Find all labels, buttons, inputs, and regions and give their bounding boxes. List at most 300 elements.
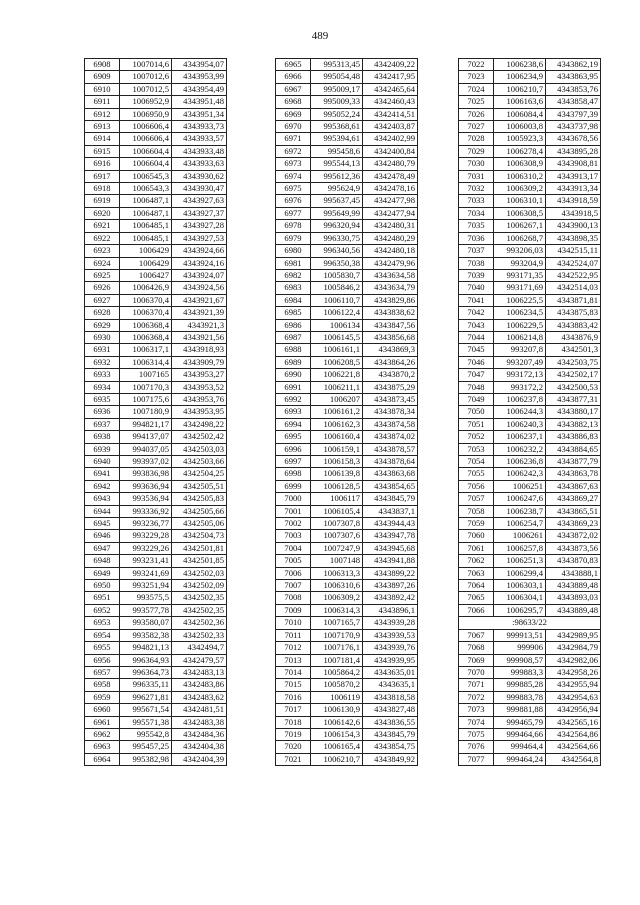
point-number: 6946: [85, 530, 120, 542]
coord-y: 4342481,51: [172, 704, 227, 716]
coord-y: 4342503,66: [172, 456, 227, 468]
point-number: 6967: [276, 83, 311, 95]
table-row: [459, 567, 601, 579]
coord-y: 4343930,62: [172, 170, 227, 182]
point-number: 7073: [459, 704, 494, 716]
point-number: 6924: [85, 257, 120, 269]
coord-y: 4343908,81: [546, 158, 601, 170]
table-row: [276, 170, 418, 182]
point-number: 6977: [276, 207, 311, 219]
coord-y: 4343953,76: [172, 393, 227, 405]
table-row: [276, 555, 418, 567]
coord-x: 1006225,5: [494, 294, 546, 306]
point-number: 6958: [85, 679, 120, 691]
table-row: [276, 294, 418, 306]
coord-x: 996320,94: [311, 220, 363, 232]
table-row: [276, 220, 418, 232]
table-row: [276, 257, 418, 269]
coord-y: 4343874,58: [363, 418, 418, 430]
point-number: 6995: [276, 431, 311, 443]
coord-x: 995571,38: [120, 716, 172, 728]
coord-x: 1007148: [311, 555, 363, 567]
coord-y: 4342989,95: [546, 629, 601, 641]
table-row: [85, 716, 227, 728]
coord-x: 993231,41: [120, 555, 172, 567]
coord-x: 1006232,2: [494, 443, 546, 455]
point-number: 6951: [85, 592, 120, 604]
table-row: [85, 83, 227, 95]
point-number: 6999: [276, 480, 311, 492]
table-row: [276, 604, 418, 616]
point-number: 6988: [276, 344, 311, 356]
point-number: 7037: [459, 245, 494, 257]
coord-y: 4342505,51: [172, 480, 227, 492]
point-number: 7034: [459, 207, 494, 219]
point-number: 6936: [85, 406, 120, 418]
coord-x: 1007170,3: [120, 381, 172, 393]
coord-x: 994821,17: [120, 418, 172, 430]
point-number: 6933: [85, 369, 120, 381]
point-number: 7020: [276, 741, 311, 753]
point-number: 7000: [276, 493, 311, 505]
coord-y: 4343909,79: [172, 356, 227, 368]
coord-y: 4343862,19: [546, 59, 601, 71]
coord-x: 1007170,9: [311, 629, 363, 641]
coord-x: 993172,13: [494, 369, 546, 381]
coord-x: 995054,48: [311, 71, 363, 83]
coord-x: 1007307,8: [311, 518, 363, 530]
point-number: 7036: [459, 232, 494, 244]
coord-x: 995368,61: [311, 121, 363, 133]
coord-y: 4343899,22: [363, 567, 418, 579]
table-row: [459, 468, 601, 480]
table-row: [85, 418, 227, 430]
coord-x: 1006214,8: [494, 331, 546, 343]
coord-x: 995394,61: [311, 133, 363, 145]
table-row: [276, 741, 418, 753]
table-row: [276, 431, 418, 443]
coord-y: 4342480,18: [363, 245, 418, 257]
coord-y: 4343933,48: [172, 145, 227, 157]
point-number: 6972: [276, 145, 311, 157]
table-row: [276, 617, 418, 629]
point-number: 7075: [459, 728, 494, 740]
coord-x: 1006310,2: [494, 170, 546, 182]
coord-x: 1006238,6: [494, 59, 546, 71]
coord-y: 4343939,95: [363, 654, 418, 666]
coord-y: 4342417,95: [363, 71, 418, 83]
table-row: [85, 393, 227, 405]
point-number: 7060: [459, 530, 494, 542]
coord-x: 993171,69: [494, 282, 546, 294]
coord-x: 1006238,7: [494, 505, 546, 517]
point-number: 6914: [85, 133, 120, 145]
point-number: 7029: [459, 145, 494, 157]
point-number: 6935: [85, 393, 120, 405]
table-row: [459, 493, 601, 505]
point-number: 7006: [276, 567, 311, 579]
coord-y: 4342478,49: [363, 170, 418, 182]
table-row: [459, 629, 601, 641]
coord-x: 1006950,9: [120, 108, 172, 120]
point-number: 7063: [459, 567, 494, 579]
cadastral-separator: :98633/22: [459, 617, 601, 629]
coord-y: 4343863,95: [546, 71, 601, 83]
coord-x: 1006254,7: [494, 518, 546, 530]
coord-y: 4343895,28: [546, 145, 601, 157]
point-number: 7018: [276, 716, 311, 728]
point-number: 7069: [459, 654, 494, 666]
coord-x: 995052,24: [311, 108, 363, 120]
table-row: [85, 257, 227, 269]
coord-x: 1006003,8: [494, 121, 546, 133]
coord-y: 4342483,86: [172, 679, 227, 691]
table-row: [276, 158, 418, 170]
coord-x: 999465,79: [494, 716, 546, 728]
coord-x: 993577,78: [120, 604, 172, 616]
coord-x: 994821,13: [120, 642, 172, 654]
coord-x: 993582,38: [120, 629, 172, 641]
coord-y: 4343871,81: [546, 294, 601, 306]
coord-y: 4343951,48: [172, 96, 227, 108]
table-row: [459, 728, 601, 740]
coord-y: 4343854,75: [363, 741, 418, 753]
coord-y: 4342955,94: [546, 679, 601, 691]
table-row: [459, 158, 601, 170]
point-number: 7048: [459, 381, 494, 393]
point-number: 6976: [276, 195, 311, 207]
coord-y: 4343954,07: [172, 59, 227, 71]
coord-x: 995624,9: [311, 183, 363, 195]
table-row: [85, 480, 227, 492]
coord-y: 4342483,38: [172, 716, 227, 728]
table-row: [459, 282, 601, 294]
coord-y: 4343797,39: [546, 108, 601, 120]
coord-x: 1006142,6: [311, 716, 363, 728]
point-number: 6994: [276, 418, 311, 430]
point-number: 6980: [276, 245, 311, 257]
coord-y: 4343924,16: [172, 257, 227, 269]
coord-y: 4343635,01: [363, 666, 418, 678]
coord-y: 4342404,38: [172, 741, 227, 753]
table-row: [276, 245, 418, 257]
coord-y: 4343918,59: [546, 195, 601, 207]
coord-x: 995458,6: [311, 145, 363, 157]
point-number: 6928: [85, 307, 120, 319]
point-number: 7003: [276, 530, 311, 542]
coord-x: 1006487,1: [120, 195, 172, 207]
table-row: [459, 356, 601, 368]
table-row: [85, 741, 227, 753]
coord-x: 993171,35: [494, 269, 546, 281]
point-number: 7045: [459, 344, 494, 356]
table-row: [85, 356, 227, 368]
table-row: [459, 654, 601, 666]
coord-x: 1006299,4: [494, 567, 546, 579]
table-row: [276, 96, 418, 108]
coord-y: 4343873,45: [363, 393, 418, 405]
table-row: [276, 183, 418, 195]
coord-y: 4343913,34: [546, 183, 601, 195]
coord-x: 1006236,8: [494, 456, 546, 468]
coord-x: 1006267,1: [494, 220, 546, 232]
point-number: 6966: [276, 71, 311, 83]
coord-x: 993836,98: [120, 468, 172, 480]
point-number: 7032: [459, 183, 494, 195]
table-row: [459, 592, 601, 604]
coord-x: 996335,11: [120, 679, 172, 691]
coord-y: 4342503,75: [546, 356, 601, 368]
point-number: 7071: [459, 679, 494, 691]
point-number: 6929: [85, 319, 120, 331]
coord-y: 4343924,56: [172, 282, 227, 294]
coord-x: 1005830,7: [311, 269, 363, 281]
table-row: [276, 121, 418, 133]
coord-y: 4343953,27: [172, 369, 227, 381]
table-row: [459, 406, 601, 418]
table-row: [276, 381, 418, 393]
coord-x: 1006134: [311, 319, 363, 331]
table-row: [276, 505, 418, 517]
table-row: [276, 344, 418, 356]
point-number: 7038: [459, 257, 494, 269]
coord-x: 995457,25: [120, 741, 172, 753]
table-row: [459, 133, 601, 145]
point-number: 7005: [276, 555, 311, 567]
point-number: 7028: [459, 133, 494, 145]
coord-x: 1006278,4: [494, 145, 546, 157]
table-row: [85, 331, 227, 343]
coord-x: 1006314,4: [120, 356, 172, 368]
coord-x: 1007175,6: [120, 393, 172, 405]
table-row: [459, 381, 601, 393]
coord-x: 1006210,7: [494, 83, 546, 95]
coord-y: 4343863,68: [363, 468, 418, 480]
table-row: [459, 344, 601, 356]
table-row: [276, 331, 418, 343]
coord-x: 1005864,2: [311, 666, 363, 678]
table-row: [459, 170, 601, 182]
coord-y: 4342505,83: [172, 493, 227, 505]
table-row: [459, 456, 601, 468]
point-number: 6960: [85, 704, 120, 716]
coord-x: 1006161,1: [311, 344, 363, 356]
coord-x: 996330,75: [311, 232, 363, 244]
coord-y: 4343634,58: [363, 269, 418, 281]
point-number: 7074: [459, 716, 494, 728]
table-row: [459, 195, 601, 207]
point-number: 6978: [276, 220, 311, 232]
table-row: [459, 183, 601, 195]
coord-y: 4342982,06: [546, 654, 601, 666]
table-row: [276, 232, 418, 244]
table-row: [276, 145, 418, 157]
coord-x: 993207,8: [494, 344, 546, 356]
coord-x: 1006130,9: [311, 704, 363, 716]
table-row: [85, 530, 227, 542]
coord-y: 4343953,99: [172, 71, 227, 83]
table-row: [85, 679, 227, 691]
coord-x: 995009,33: [311, 96, 363, 108]
table-row: [459, 530, 601, 542]
table-row: [276, 406, 418, 418]
coord-x: 999883,78: [494, 691, 546, 703]
table-row: [459, 555, 601, 567]
coord-y: 4342505,66: [172, 505, 227, 517]
table-row: [276, 493, 418, 505]
point-number: 6971: [276, 133, 311, 145]
table-row: [85, 443, 227, 455]
point-number: 7049: [459, 393, 494, 405]
coord-x: 1007176,1: [311, 642, 363, 654]
coord-y: 4342400,84: [363, 145, 418, 157]
table-row: [276, 356, 418, 368]
table-row: [85, 617, 227, 629]
table-row: [85, 629, 227, 641]
coord-y: 4343884,65: [546, 443, 601, 455]
table-row: [459, 369, 601, 381]
coord-x: 1006139,8: [311, 468, 363, 480]
coord-y: 4343939,53: [363, 629, 418, 641]
coord-y: 4343898,35: [546, 232, 601, 244]
coord-x: 993937,02: [120, 456, 172, 468]
coord-x: 993207,49: [494, 356, 546, 368]
coord-x: 1006084,4: [494, 108, 546, 120]
coord-y: 4342505,06: [172, 518, 227, 530]
coord-y: 4342403,87: [363, 121, 418, 133]
point-number: 7025: [459, 96, 494, 108]
point-number: 6923: [85, 245, 120, 257]
coord-y: 4343847,56: [363, 319, 418, 331]
coord-x: 1006308,5: [494, 207, 546, 219]
coord-x: 1007307,6: [311, 530, 363, 542]
coord-y: 4343921,39: [172, 307, 227, 319]
coord-x: 1007247,9: [311, 542, 363, 554]
coordinates-table-left: [84, 58, 227, 766]
coord-y: 4342479,57: [172, 654, 227, 666]
table-row: [85, 555, 227, 567]
point-number: 6950: [85, 580, 120, 592]
coord-y: 4342565,16: [546, 716, 601, 728]
coord-y: 4343921,56: [172, 331, 227, 343]
coord-x: 993172,2: [494, 381, 546, 393]
coord-y: 4343854,65: [363, 480, 418, 492]
table-row: [85, 604, 227, 616]
coord-x: 1006237,8: [494, 393, 546, 405]
coord-y: 4343837,1: [363, 505, 418, 517]
point-number: 6956: [85, 654, 120, 666]
coord-x: 1006160,4: [311, 431, 363, 443]
coord-y: 4342465,64: [363, 83, 418, 95]
coord-x: 993206,03: [494, 245, 546, 257]
coord-y: 4343878,34: [363, 406, 418, 418]
table-row: [85, 96, 227, 108]
coord-x: 999883,3: [494, 666, 546, 678]
coord-x: 1006122,4: [311, 307, 363, 319]
coord-x: 1006487,1: [120, 207, 172, 219]
coord-x: 1006208,5: [311, 356, 363, 368]
table-row: [85, 381, 227, 393]
coord-x: 1005870,2: [311, 679, 363, 691]
coord-x: 996364,73: [120, 666, 172, 678]
table-row: [459, 71, 601, 83]
point-number: 6954: [85, 629, 120, 641]
table-row: [459, 294, 601, 306]
coord-y: 4343886,83: [546, 431, 601, 443]
coord-y: 4342502,42: [172, 431, 227, 443]
coord-x: 1006426,9: [120, 282, 172, 294]
point-number: 6949: [85, 567, 120, 579]
table-row: [459, 716, 601, 728]
point-number: 6926: [85, 282, 120, 294]
coord-y: 4342478,16: [363, 183, 418, 195]
point-number: 7066: [459, 604, 494, 616]
coord-x: 1007165,7: [311, 617, 363, 629]
coord-y: 4343933,73: [172, 121, 227, 133]
point-number: 6912: [85, 108, 120, 120]
table-row: [459, 269, 601, 281]
coord-x: 1006154,3: [311, 728, 363, 740]
point-number: 7047: [459, 369, 494, 381]
coord-x: 995313,45: [311, 59, 363, 71]
table-row: [459, 257, 601, 269]
coord-x: 1006158,3: [311, 456, 363, 468]
point-number: 6964: [85, 753, 120, 765]
table-row: [276, 654, 418, 666]
coord-y: 4343858,47: [546, 96, 601, 108]
coord-y: 4343869,27: [546, 493, 601, 505]
table-row: [276, 679, 418, 691]
coord-y: 4343818,58: [363, 691, 418, 703]
coord-y: 4343856,68: [363, 331, 418, 343]
table-row: [85, 431, 227, 443]
coord-x: 994037,05: [120, 443, 172, 455]
coord-y: 4343867,63: [546, 480, 601, 492]
coord-x: 995009,17: [311, 83, 363, 95]
coord-y: 4342504,25: [172, 468, 227, 480]
coord-x: 1006295,7: [494, 604, 546, 616]
table-row: [85, 642, 227, 654]
table-row: [276, 418, 418, 430]
point-number: 6918: [85, 183, 120, 195]
coord-y: 4343875,83: [546, 307, 601, 319]
coord-x: 1007165: [120, 369, 172, 381]
coord-x: 1006308,9: [494, 158, 546, 170]
coord-x: 1006606,4: [120, 121, 172, 133]
coord-x: 1006368,4: [120, 319, 172, 331]
coord-x: 1006119: [311, 691, 363, 703]
point-number: 7057: [459, 493, 494, 505]
point-number: 7030: [459, 158, 494, 170]
point-number: 7027: [459, 121, 494, 133]
coord-y: 4343869,3: [363, 344, 418, 356]
table-row: [85, 282, 227, 294]
coord-y: 4343941,88: [363, 555, 418, 567]
coord-x: 1006303,1: [494, 580, 546, 592]
coord-y: 4343877,79: [546, 456, 601, 468]
point-number: 6979: [276, 232, 311, 244]
point-number: 6939: [85, 443, 120, 455]
point-number: 6984: [276, 294, 311, 306]
point-number: 6961: [85, 716, 120, 728]
coord-y: 4343918,93: [172, 344, 227, 356]
table-row: [85, 654, 227, 666]
coord-x: 1006161,2: [311, 406, 363, 418]
coordinates-table-middle: [275, 58, 418, 766]
table-row: [459, 96, 601, 108]
table-row: [276, 728, 418, 740]
point-number: 7056: [459, 480, 494, 492]
